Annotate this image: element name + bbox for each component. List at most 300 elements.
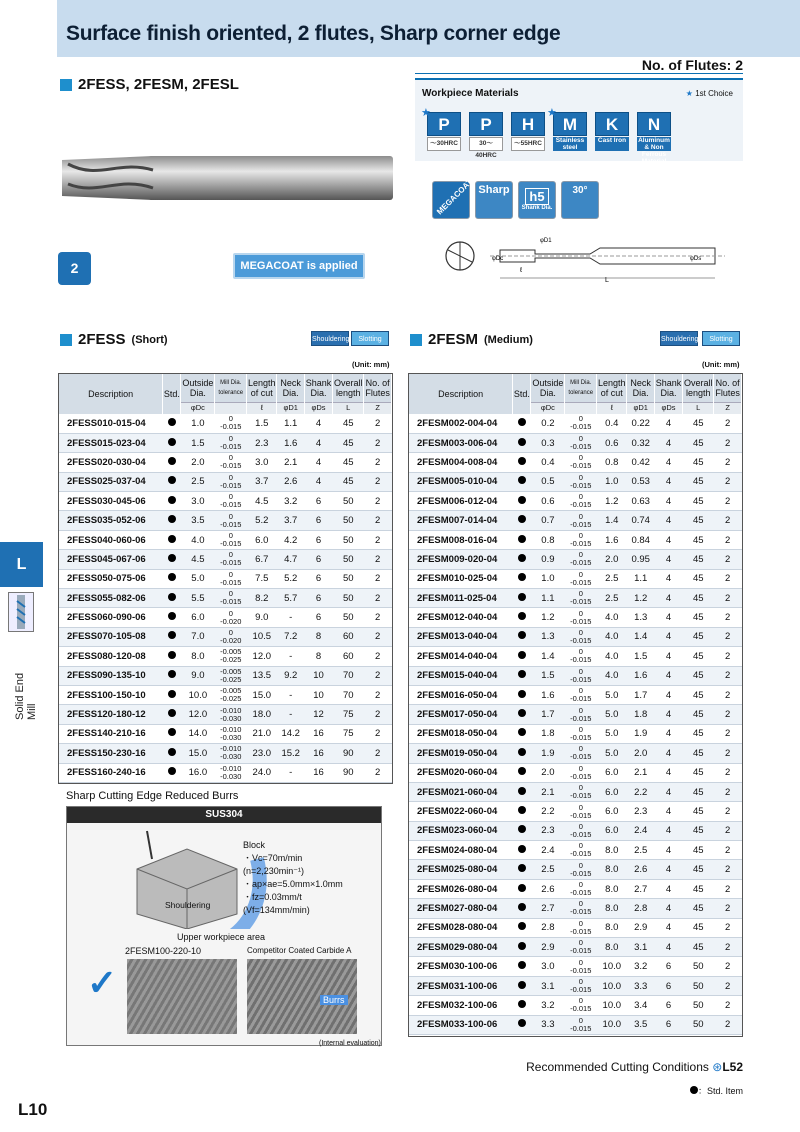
value-cell: 50 [333,492,364,511]
value-cell: 2.5 [597,569,627,588]
value-cell: 75 [333,705,364,724]
value-cell: 3.7 [277,511,305,530]
tolerance-value: -0.015 [570,442,592,452]
first-choice-star-icon: ★ [421,107,431,119]
tolerance-value: -0.025 [220,694,242,704]
tolerance-value: -0.030 [220,713,242,723]
tolerance-value: -0.025 [220,655,242,665]
value-cell: 50 [333,569,364,588]
value-cell: 1.1 [627,569,655,588]
tolerance-cell [565,647,597,666]
table-row [409,976,742,995]
value-cell: 4 [654,879,682,898]
value-cell: 0.3 [531,433,565,452]
std-cell [513,705,531,724]
value-cell: 90 [333,744,364,763]
column-header: Mill Dia. tolerance [565,374,597,402]
value-cell: 6.0 [247,530,277,549]
value-cell: 6 [304,511,332,530]
tolerance-cell [565,472,597,491]
tolerance-cell [565,860,597,879]
divider [415,73,743,74]
std-cell [513,841,531,860]
std-cell [163,705,181,724]
tolerance-value: 0 [578,860,583,870]
value-cell: 4 [654,530,682,549]
value-cell: 4 [654,938,682,957]
value-cell: - [277,685,305,704]
value-cell: 2 [714,763,742,782]
value-cell: 0.5 [531,472,565,491]
value-cell: 5.0 [597,705,627,724]
column-symbol: ℓ [597,402,627,414]
value-cell: 3.2 [627,957,655,976]
tolerance-value: 0 [578,957,583,967]
std-cell [513,802,531,821]
value-cell: 2 [714,899,742,918]
value-cell: 2 [714,569,742,588]
tolerance-value: -0.015 [570,480,592,490]
tolerance-value: 0 [578,434,583,444]
standard-dot-icon [518,903,526,911]
value-cell: 4 [654,782,682,801]
value-cell: 10.5 [247,627,277,646]
value-cell: 2 [714,647,742,666]
value-cell: 10.0 [597,976,627,995]
std-cell [513,1015,531,1034]
value-cell: 45 [683,860,714,879]
standard-dot-icon [518,554,526,562]
value-cell: 23.0 [247,744,277,763]
description-cell: 2FESS020-030-04 [59,453,163,472]
column-header: Mill Dia. tolerance [215,374,247,402]
material-sub-label: Stainless steel [553,137,587,151]
tolerance-cell [215,492,247,511]
standard-dot-icon [518,535,526,543]
tolerance-cell [565,918,597,937]
table-row [409,414,742,433]
square-marker-icon [410,334,422,346]
two-flute-icon: 2 [58,252,91,285]
standard-dot-icon [518,806,526,814]
value-cell: 45 [683,589,714,608]
column-symbol: φDs [304,402,332,414]
value-cell: 1.6 [627,666,655,685]
value-cell: 5.0 [597,724,627,743]
tolerance-value: 0 [578,821,583,831]
value-cell: 2 [714,608,742,627]
tolerance-value: -0.015 [220,442,242,452]
value-cell: 2.6 [531,879,565,898]
standard-dot-icon [518,1019,526,1027]
tolerance-value: -0.030 [220,752,242,762]
tolerance-cell [215,589,247,608]
value-cell: 0.22 [627,414,655,433]
recommended-conditions-link[interactable]: Recommended Cutting Conditions ⊛L52 [526,1060,743,1074]
value-cell: 16 [304,724,332,743]
tolerance-value: -0.015 [570,829,592,839]
burrs-callout: Burrs [320,995,348,1005]
column-header: Neck Dia. [277,374,305,402]
value-cell: 90 [333,763,364,782]
std-cell [513,647,531,666]
value-cell: 1.7 [531,705,565,724]
std-cell [163,569,181,588]
value-cell: 2 [364,550,392,569]
slotting-tag: Slotting [702,331,740,346]
material-sub-label: ～30HRC [427,137,461,151]
tolerance-value: -0.015 [570,771,592,781]
std-cell [513,472,531,491]
standard-dot-icon [168,690,176,698]
tolerance-value: 0 [578,627,583,637]
description-cell: 2FESM022-060-04 [409,802,513,821]
value-cell: 4.0 [597,666,627,685]
value-cell: 4.5 [247,492,277,511]
description-cell: 2FESS100-150-10 [59,685,163,704]
value-cell: 6.0 [597,802,627,821]
value-cell: 50 [333,608,364,627]
standard-dot-icon [168,438,176,446]
value-cell: 5.7 [277,589,305,608]
value-cell: 10 [304,666,332,685]
tolerance-cell [215,608,247,627]
value-cell: 45 [683,705,714,724]
tolerance-value: 0 [228,531,233,541]
standard-dot-icon [168,554,176,562]
value-cell: 4 [654,414,682,433]
value-cell: 75 [333,724,364,743]
tolerance-cell [215,550,247,569]
std-cell [163,647,181,666]
column-header: No. of Flutes [714,374,742,402]
value-cell: 4 [654,511,682,530]
value-cell: 2 [364,608,392,627]
tolerance-cell [565,530,597,549]
description-cell: 2FESS150-230-16 [59,744,163,763]
description-cell: 2FESM004-008-04 [409,453,513,472]
angle-icon: 30° [561,181,599,219]
megacoat-icon: MEGACOAT [432,181,470,219]
column-header: Std. [163,374,181,414]
table-row [59,530,392,549]
tolerance-value: -0.015 [570,597,592,607]
std-cell [513,860,531,879]
burrs-panel [66,806,382,1046]
tolerance-value: 0 [578,666,583,676]
arrow-circle-icon: ⊛ [712,1060,723,1074]
value-cell: 7.5 [247,569,277,588]
value-cell: 5.2 [247,511,277,530]
table-row [59,685,392,704]
std-cell [513,938,531,957]
value-cell: 2.4 [627,821,655,840]
tolerance-cell [215,744,247,763]
description-cell: 2FESM012-040-04 [409,608,513,627]
condition-line: ・Vc=70m/min [243,853,303,863]
value-cell: 8.0 [597,860,627,879]
tolerance-value: 0 [578,705,583,715]
std-cell [163,724,181,743]
table-row [409,530,742,549]
description-cell: 2FESS160-240-16 [59,763,163,782]
tolerance-value: -0.015 [570,674,592,684]
tolerance-cell [565,879,597,898]
description-cell: 2FESS045-067-06 [59,550,163,569]
value-cell: 2.2 [627,782,655,801]
tolerance-value: 0 [578,414,583,424]
tolerance-cell [565,899,597,918]
standard-dot-icon [518,864,526,872]
value-cell: 3.0 [181,492,215,511]
tolerance-cell [215,511,247,530]
value-cell: 15.0 [247,685,277,704]
standard-dot-icon [168,670,176,678]
std-item-legend: ：Std. Item [690,1084,743,1097]
tolerance-value: -0.015 [220,597,242,607]
value-cell: 0.95 [627,550,655,569]
tolerance-value: 0 [578,1015,583,1025]
table-row [409,763,742,782]
value-cell: 2 [714,550,742,569]
value-cell: 2.1 [277,453,305,472]
column-header: Length of cut [247,374,277,402]
value-cell: - [277,763,305,782]
value-cell: 0.4 [597,414,627,433]
material-header: SUS304 [67,807,381,823]
value-cell: 2 [714,433,742,452]
value-cell: 1.8 [627,705,655,724]
value-cell: 7.2 [277,627,305,646]
value-cell: 2 [714,996,742,1015]
tolerance-value: 0 [578,899,583,909]
value-cell: 6 [304,550,332,569]
value-cell: 2.6 [277,472,305,491]
tolerance-value: 0 [578,938,583,948]
value-cell: 70 [333,685,364,704]
tolerance-value: -0.015 [570,752,592,762]
standard-dot-icon [518,573,526,581]
tolerance-value: -0.005 [220,686,242,696]
value-cell: 4 [654,627,682,646]
table-row [409,938,742,957]
value-cell: 13.5 [247,666,277,685]
value-cell: 2.1 [531,782,565,801]
value-cell: 6 [304,589,332,608]
standard-dot-icon [518,438,526,446]
value-cell: 2 [714,724,742,743]
tolerance-cell [215,763,247,782]
std-cell [513,899,531,918]
value-cell: 1.1 [277,414,305,433]
tolerance-value: 0 [228,453,233,463]
table-row [409,841,742,860]
tolerance-value: -0.015 [570,732,592,742]
standard-dot-icon [518,612,526,620]
value-cell: 45 [683,433,714,452]
value-cell: 4 [654,899,682,918]
value-cell: 5.2 [277,569,305,588]
value-cell: 8.0 [597,879,627,898]
description-cell: 2FESM003-006-04 [409,433,513,452]
standard-dot-icon [168,535,176,543]
value-cell: 0.42 [627,453,655,472]
value-cell: 1.3 [627,608,655,627]
column-symbol: L [683,402,714,414]
value-cell: 4 [304,433,332,452]
value-cell: 4.0 [181,530,215,549]
value-cell: 4 [654,666,682,685]
left-sample-label: 2FESM100-220-10 [125,946,202,956]
value-cell: - [277,705,305,724]
value-cell: 2 [714,705,742,724]
value-cell: 2.0 [627,744,655,763]
value-cell: 3.0 [531,957,565,976]
value-cell: 2 [364,433,392,452]
value-cell: 45 [683,666,714,685]
value-cell: 45 [683,938,714,957]
value-cell: 2 [714,492,742,511]
value-cell: 4 [654,841,682,860]
value-cell: 4 [654,569,682,588]
value-cell: 8.0 [597,841,627,860]
std-cell [513,608,531,627]
column-symbol: ℓ [247,402,277,414]
value-cell: 5.0 [597,685,627,704]
standard-dot-icon [168,651,176,659]
condition-line: ・fz=0.03mm/t [243,892,302,902]
value-cell: 10.0 [597,1015,627,1034]
flutes-count: No. of Flutes: 2 [641,57,743,73]
section-tab-l: L [0,542,43,587]
value-cell: 0.6 [531,492,565,511]
tolerance-cell [215,724,247,743]
value-cell: 2 [714,589,742,608]
std-cell [513,821,531,840]
std-cell [163,744,181,763]
table-row [409,627,742,646]
d1-label: φD1 [540,238,552,244]
description-cell: 2FESM015-040-04 [409,666,513,685]
value-cell: 6 [654,1015,682,1034]
material-m-icon: M [553,112,587,136]
description-cell: 2FESM032-100-06 [409,996,513,1015]
value-cell: 4 [304,472,332,491]
value-cell: 2 [714,414,742,433]
column-header: Std. [513,374,531,414]
value-cell: 5.0 [597,744,627,763]
table-header-row [409,374,742,402]
standard-dot-icon [518,845,526,853]
square-marker-icon [60,79,72,91]
column-symbol: φD1 [627,402,655,414]
tolerance-value: -0.010 [220,744,242,754]
sharp-edge-icon: Sharp [475,181,513,219]
tolerance-cell [215,472,247,491]
value-cell: 2 [364,453,392,472]
value-cell: 24.0 [247,763,277,782]
description-cell: 2FESM026-080-04 [409,879,513,898]
right-sample-label: Competitor Coated Carbide A [247,946,352,955]
tolerance-cell [565,724,597,743]
value-cell: 1.4 [531,647,565,666]
side-label: Solid End Mill [14,672,38,720]
table-row [59,627,392,646]
value-cell: 2 [714,666,742,685]
tolerance-value: 0 [578,647,583,657]
value-cell: 18.0 [247,705,277,724]
standard-dot-icon [518,651,526,659]
value-cell: 45 [683,511,714,530]
standard-dot-icon [168,476,176,484]
table-row [59,744,392,763]
value-cell: 8 [304,647,332,666]
tolerance-value: -0.015 [570,558,592,568]
column-symbol: Z [364,402,392,414]
value-cell: 4.2 [277,530,305,549]
table-row [59,763,392,782]
tolerance-cell [565,608,597,627]
overall-length-label: L [605,277,609,284]
value-cell: 45 [683,472,714,491]
value-cell: 3.2 [277,492,305,511]
fess-table [58,373,393,784]
standard-dot-icon [168,612,176,620]
description-cell: 2FESM013-040-04 [409,627,513,646]
value-cell: 45 [683,879,714,898]
value-cell: 1.0 [181,414,215,433]
value-cell: 1.4 [627,627,655,646]
value-cell: 50 [333,511,364,530]
value-cell: 0.4 [531,453,565,472]
value-cell: 45 [333,453,364,472]
value-cell: 0.9 [531,550,565,569]
evaluation-note: (Internal evaluation) [319,1040,381,1047]
standard-dot-icon [168,573,176,581]
tolerance-value: -0.015 [570,965,592,975]
value-cell: 1.4 [597,511,627,530]
value-cell: 4.0 [597,608,627,627]
value-cell: 6.0 [181,608,215,627]
tolerance-value: 0 [228,550,233,560]
condition-line: Block [243,840,266,850]
value-cell: 1.3 [531,627,565,646]
value-cell: 4 [304,414,332,433]
tolerance-cell [215,433,247,452]
tolerance-value: -0.015 [570,1004,592,1014]
table-row [59,550,392,569]
description-cell: 2FESS120-180-12 [59,705,163,724]
value-cell: 6 [654,957,682,976]
material-h-icon: H [511,112,545,136]
std-cell [513,589,531,608]
tolerance-value: -0.025 [220,674,242,684]
table-row [409,996,742,1015]
table-row [409,647,742,666]
tolerance-cell [565,938,597,957]
column-header: Outside Dia. [181,374,215,402]
value-cell: 70 [333,666,364,685]
description-cell: 2FESS090-135-10 [59,666,163,685]
tolerance-value: -0.015 [220,461,242,471]
value-cell: 1.6 [597,530,627,549]
tolerance-value: -0.020 [220,616,242,626]
tolerance-value: 0 [578,511,583,521]
tolerance-value: 0 [578,472,583,482]
value-cell: 2 [364,530,392,549]
value-cell: 4 [654,433,682,452]
tolerance-value: 0 [578,724,583,734]
